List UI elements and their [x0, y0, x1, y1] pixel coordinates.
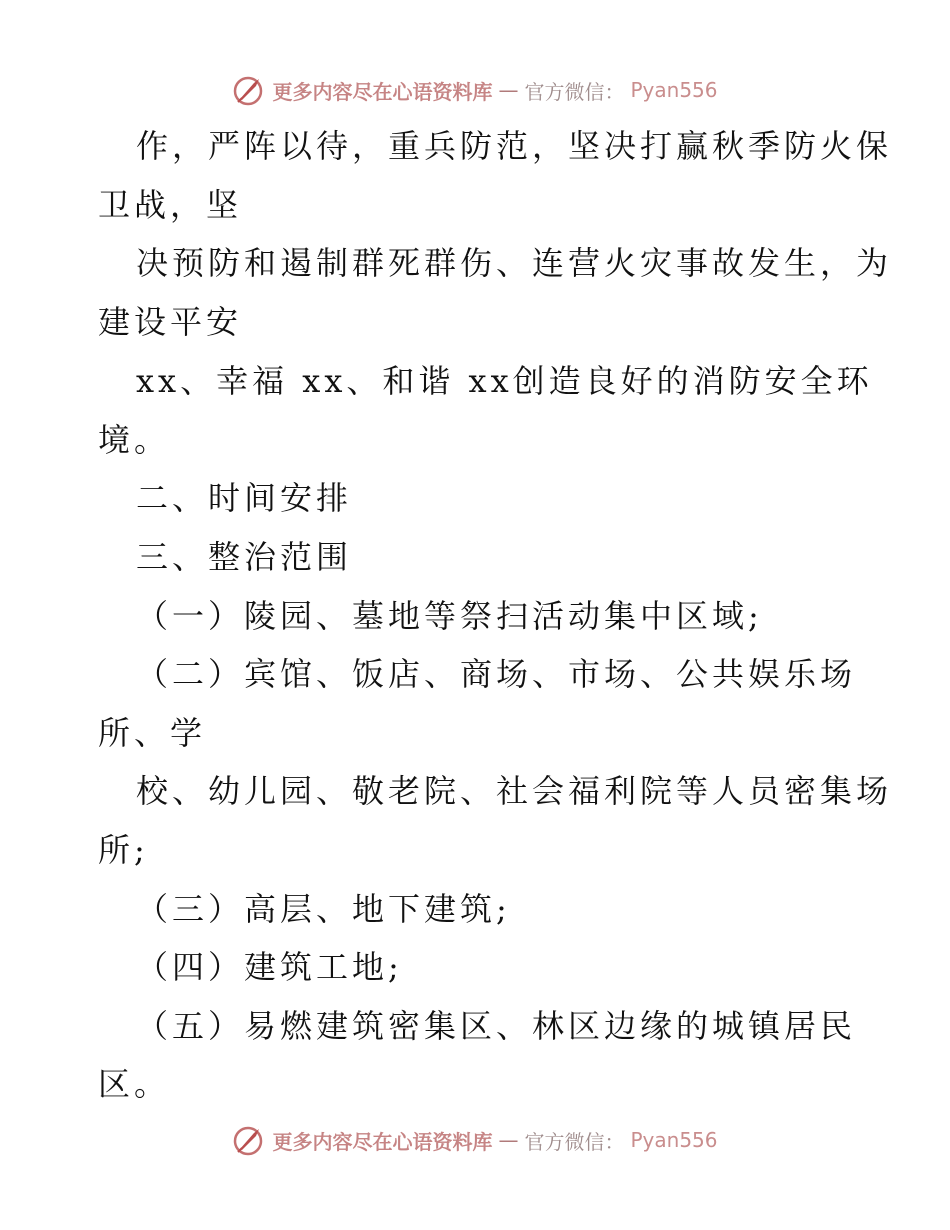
quill-pen-icon: [232, 73, 266, 107]
list-item: （二）宾馆、饭店、商场、市场、公共娱乐场: [136, 655, 857, 693]
section-heading: 三、整治范围: [136, 538, 353, 576]
header-watermark: [0, 70, 950, 110]
list-item: （一）陵园、墓地等祭扫活动集中区域;: [136, 597, 763, 635]
body-line: 作，严阵以待，重兵防范，坚决打赢秋季防火保: [136, 127, 893, 165]
list-item: （五）易燃建筑密集区、林区边缘的城镇居民: [136, 1007, 857, 1045]
watermark-brand: 更多内容尽在心语资料库: [272, 1129, 493, 1154]
list-item: （四）建筑工地;: [136, 948, 403, 986]
body-line: xx、幸福 xx、和谐 xx创造良好的消防安全环: [136, 362, 873, 400]
watermark-dash: —: [498, 1128, 519, 1152]
footer-watermark: [0, 1120, 950, 1160]
watermark-banner: [232, 73, 717, 107]
quill-pen-icon: [232, 1123, 266, 1157]
body-line: 校、幼儿园、敬老院、社会福利院等人员密集场: [136, 772, 893, 810]
watermark-wechat-id: Pyan556: [630, 1128, 718, 1152]
body-line: 区。: [98, 1065, 171, 1103]
watermark-wechat-label: 官方微信：: [524, 1129, 625, 1154]
watermark-dash: —: [498, 78, 519, 102]
watermark-wechat-label: 官方微信：: [524, 79, 625, 104]
list-item: （三）高层、地下建筑;: [136, 890, 511, 928]
watermark-banner: [232, 1123, 717, 1157]
watermark-wechat-id: Pyan556: [630, 78, 718, 102]
body-line: 所;: [98, 831, 149, 869]
body-line: 所、学: [98, 714, 207, 752]
body-line: 境。: [98, 421, 171, 459]
body-line: 卫战，坚: [98, 186, 243, 224]
watermark-brand: 更多内容尽在心语资料库: [272, 79, 493, 104]
body-line: 建设平安: [98, 303, 243, 341]
section-heading: 二、时间安排: [136, 479, 353, 517]
body-line: 决预防和遏制群死群伤、连营火灾事故发生，为: [136, 244, 893, 282]
